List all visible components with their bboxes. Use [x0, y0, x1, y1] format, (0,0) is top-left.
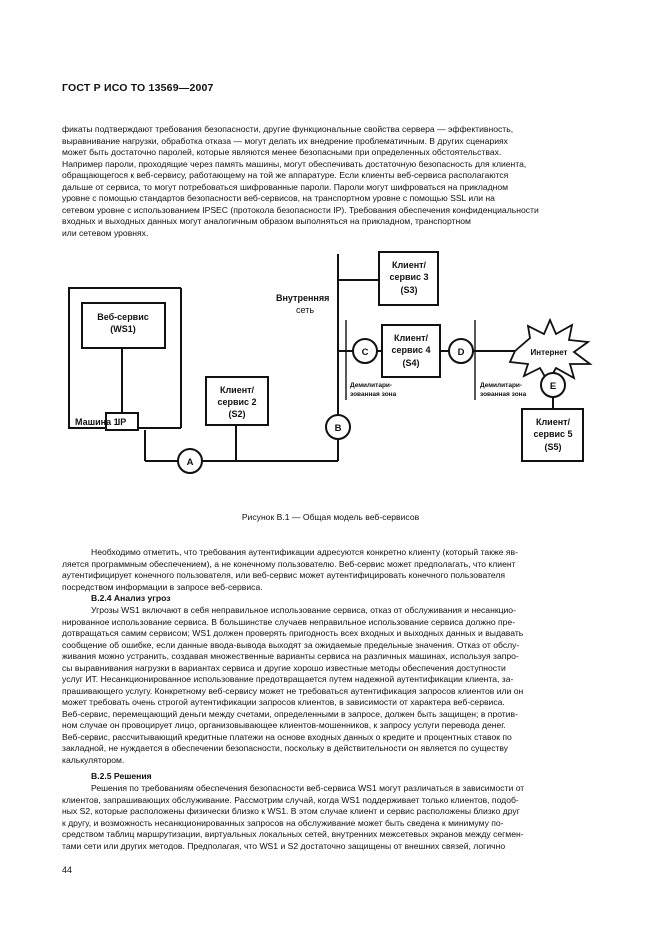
text-line: посредством информации в запросе веб-сервиса.	[62, 581, 263, 592]
text-line: дотвращаться самим сервисом; WS1 должен проверять пригодность всех входных и выходных данных и выдавать	[62, 628, 524, 638]
text-line: калькулятором.	[62, 754, 125, 765]
text-line: нированное использование сервиса. В большинстве случаев неправильное использование сервиса должно пре-	[62, 616, 516, 627]
text-line: аутентифицирует конечного пользователя, или веб-сервис может аутентифицировать конечного пользователя	[62, 570, 506, 580]
paragraph-authentication	[62, 547, 599, 593]
point-d-label: D	[457, 347, 465, 358]
text-line: Например пароли, проходящие через память машины, могут обеспечивать достаточную безопасность для клиента,	[62, 158, 527, 169]
s4-label-line2: сервис 4	[391, 345, 431, 355]
internal-net-label-line2: сеть	[296, 305, 315, 315]
text-line: ном случае он провоцирует лицо, организовывающее клиентов-мошенников, к запросу услуги перевода денег.	[62, 720, 506, 730]
point-a-label: A	[186, 457, 194, 468]
point-b-label: B	[334, 423, 342, 434]
text-line: ляется программным обеспечением), а не конечному пользователю. Веб-сервис может предполагать, что клиент	[62, 558, 516, 569]
text-line: Угрозы WS1 включают в себя неправильное использование сервиса, отказ от обслуживания и несанкцио-	[91, 605, 516, 615]
page-number: 44	[62, 865, 73, 875]
text-line: сетевом уровне с использованием IPSEC (протокола безопасности IP). Требования обеспечения конфиденциальности	[62, 204, 539, 215]
text-line: Веб-сервис, рассчитывающий кредитные платежи на основе входных данных о кредите и процентных ставок по	[62, 731, 512, 742]
ip-label: IP	[117, 417, 127, 427]
internet-label: Интернет	[530, 348, 568, 357]
s5-label-line1: Клиент/	[535, 417, 571, 427]
section-heading-b24: В.2.4 Анализ угроз	[91, 593, 171, 603]
text-line: клиентов, запрашивающих обслуживание. Рассмотрим случай, когда WS1 поддерживает только клиентов, подоб-	[62, 794, 519, 805]
machine-1-label: Машина 1	[75, 417, 119, 427]
s2-label-line2: сервис 2	[217, 397, 257, 407]
dmz2-label-line1: Демилитари-	[480, 382, 523, 389]
paragraph-solutions	[62, 783, 599, 852]
dmz2-label-line2: зованная зона	[480, 391, 527, 398]
text-line: уровне с помощью стандартов безопасности веб-сервисов, на транспортном уровне с помощью SSL или на	[62, 193, 495, 203]
text-line: Решения по требованиям обеспечения безопасности веб-сервиса WS1 могут различаться в зависимости от	[91, 783, 525, 793]
s3-label-line1: Клиент/	[391, 260, 427, 270]
ws1-label-line2: (WS1)	[110, 324, 136, 334]
text-line: выравнивание нагрузки, обработка отказа — могут делать их внедрение проблематичным. В других сценариях	[62, 135, 508, 146]
ws1-label-line1: Веб-сервис	[97, 312, 149, 322]
text-line: сообщение об ошибке, если данные ввода-вывода выходят за ожидаемые предельные значения. Отказ от обслу-	[62, 639, 520, 650]
s4-label-line3: (S4)	[402, 358, 420, 368]
text-line: Веб-сервис, перемещающий деньги между счетами, определенными в запросе, должен быть защищен; в против-	[62, 708, 518, 719]
s2-label-line1: Клиент/	[219, 385, 255, 395]
text-line: или сетевом уровнях.	[62, 227, 149, 238]
text-line: фикаты подтверждают требования безопасности, другие функциональные свойства сервера — эффективность,	[62, 124, 514, 134]
text-line: средством таблиц маршрутизации, виртуальных локальных сетей, внутренних межсетевых экранов между сегмен-	[62, 829, 524, 839]
s3-label-line2: сервис 3	[389, 272, 429, 282]
text-line: Необходимо отметить, что требования аутентификации адресуются конкретно клиенту (который также яв-	[91, 547, 518, 557]
s4-label-line1: Клиент/	[393, 333, 429, 343]
dmz1-label-line2: зованная зона	[350, 391, 397, 398]
dmz1-label-line1: Демилитари-	[350, 382, 393, 389]
text-line: закладной, не нуждается в обеспечении безопасности, поскольку в действительности он является по существу	[62, 743, 509, 753]
text-line: может требовать очень строгой аутентификации запросов клиентов, в зависимости от характера веб-сервиса.	[62, 697, 505, 707]
text-line: обращающегося к веб-сервису, работающему на той же аппаратуре. Если клиенты веб-сервиса располагаются	[62, 170, 509, 180]
text-line: ных S2, которые расположены физически близко к WS1. В этом случае клиент и сервис расположены близко друг	[62, 806, 520, 816]
text-line: входных и выходных данных могут аналогичным образом выполняться на прикладном, транспортном	[62, 216, 471, 226]
text-line: услуг ИТ. Несанкционированное использование предотвращается путем надежной аутентификации клиента, за-	[62, 674, 514, 684]
text-line: дальше от сервиса, то могут потребоваться шифрованные пароли. Пароли могут шифроваться на прикладном	[62, 181, 509, 192]
point-c-label: C	[361, 347, 369, 358]
text-line: тами сети или других методов. Предполагая, что WS1 и S2 достаточно защищены от внешних связей, логично	[62, 840, 506, 851]
text-line: живания можно устранить, создавая множественные варианты сервиса на различных машинах, используя запро-	[62, 651, 519, 661]
point-e-label: E	[549, 381, 557, 392]
paragraph-threats	[62, 605, 599, 766]
s3-label-line3: (S3)	[400, 285, 418, 295]
figure-caption: Рисунок В.1 — Общая модель веб-сервисов	[241, 512, 420, 522]
section-heading-b25: В.2.5 Решения	[91, 771, 152, 781]
text-line: сы выравнивания нагрузки в вариантах сервиса и другие хорошо известные методы обеспечения доступности	[62, 662, 506, 673]
internal-net-label-line1: Внутренняя	[276, 293, 330, 303]
document-header: ГОСТ Р ИСО ТО 13569—2007	[62, 82, 214, 94]
s5-label-line3: (S5)	[544, 442, 562, 452]
text-line: может быть достаточно паролей, которые являются менее безопасными при определенных обстоятельствах.	[62, 147, 502, 157]
s5-label-line2: сервис 5	[533, 429, 573, 439]
text-line: к другу, и возможность несанкционированных запросов на обслуживание может быть сведена к минимуму по-	[62, 817, 504, 828]
s2-label-line3: (S2)	[228, 409, 246, 419]
text-line: прашивающего услугу. Конкретному веб-сервису может не требоваться аутентификация запросов клиентов или он	[62, 685, 524, 696]
